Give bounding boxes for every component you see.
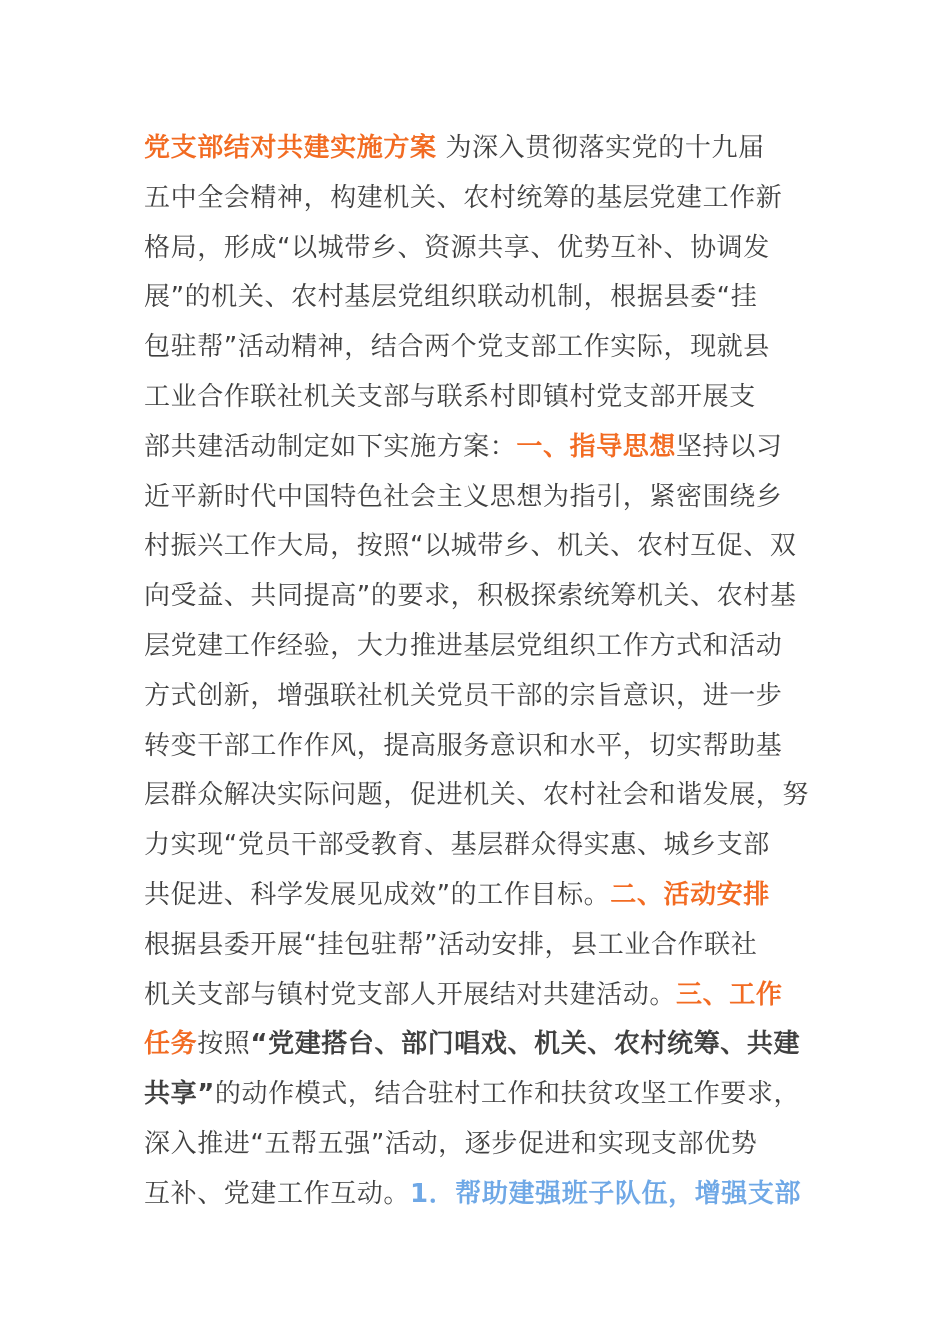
text-line [144,323,814,373]
text-line [144,1170,814,1220]
body-text: 部共建活动制定如下实施方案： [144,431,517,462]
section-heading-work-tasks: 三、工作 [676,979,783,1010]
body-text: 展”的机关、农村基层党组织联动机制，根据县委“挂 [144,282,758,313]
text-line [144,174,814,224]
text-line [144,373,814,423]
section-heading-work-tasks-continued: 任务 [144,1029,198,1060]
section-heading-activity-arrangement: 二、活动安排 [610,879,770,910]
text-line [144,473,814,523]
section-heading-guiding-ideology: 一、指导思想 [516,431,677,462]
subsection-heading: 1．帮助建强班子队伍，增强支部 [410,1178,802,1209]
text-line [144,423,814,473]
text-line [144,771,814,821]
body-text: 坚持以习 [676,431,783,462]
text-line [144,1120,814,1170]
bold-phrase: “党建搭台、部门唱戏、机关、农村统筹、共建 [250,1029,801,1060]
text-line [144,921,814,971]
body-text: 工业合作联社机关支部与联系村即镇村党支部开展支 [144,381,756,412]
body-text: 互补、党建工作互动。 [144,1178,411,1209]
text-line [144,722,814,772]
body-text: 近平新时代中国特色社会主义思想为指引，紧密围绕乡 [144,481,783,512]
body-text: 转变干部工作作风，提高服务意识和水平，切实帮助基 [144,730,783,761]
body-text: 方式创新，增强联社机关党员干部的宗旨意识，进一步 [144,680,783,711]
document-title: 党支部结对共建实施方案 [144,133,437,163]
text-line [144,871,814,921]
body-text: 的动作模式，结合驻村工作和扶贫攻坚工作要求， [214,1079,801,1110]
text-line [144,672,814,722]
body-text: 向受益、共同提高”的要求，积极探索统筹机关、农村基 [144,581,797,612]
body-text: 村振兴工作大局，按照“以城带乡、机关、农村互促、双 [144,531,797,562]
bold-phrase-end: 共享” [144,1079,215,1110]
text-line [144,622,814,672]
body-text: 包驻帮”活动精神，结合两个党支部工作实际，现就县 [144,332,770,363]
body-text: 机关支部与镇村党支部人开展结对共建活动。 [144,979,677,1010]
body-text: 五中全会精神，构建机关、农村统筹的基层党建工作新 [144,182,783,213]
body-text: 层群众解决实际问题，促进机关、农村社会和谐发展，努 [144,780,810,811]
text-line [144,522,814,572]
text-line [144,821,814,871]
body-text: 层党建工作经验，大力推进基层党组织工作方式和活动 [144,630,783,661]
text-line [144,124,814,174]
text-line [144,1070,814,1120]
body-text: 格局，形成“以城带乡、资源共享、优势互补、协调发 [144,232,770,263]
text-line [144,1020,814,1070]
body-text: 深入推进“五帮五强”活动，逐步促进和实现支部优势 [144,1128,758,1159]
body-text: 共促进、科学发展见成效”的工作目标。 [144,879,611,910]
text-line [144,971,814,1021]
text-line [144,273,814,323]
document-body [144,124,814,1220]
body-text: 为深入贯彻落实党的十九届 [436,133,765,163]
body-text: 根据县委开展“挂包驻帮”活动安排，县工业合作联社 [144,929,758,960]
text-line [144,224,814,274]
text-line [144,572,814,622]
body-text: 力实现“党员干部受教育、基层群众得实惠、城乡支部 [144,830,770,861]
body-text: 按照 [197,1029,251,1060]
